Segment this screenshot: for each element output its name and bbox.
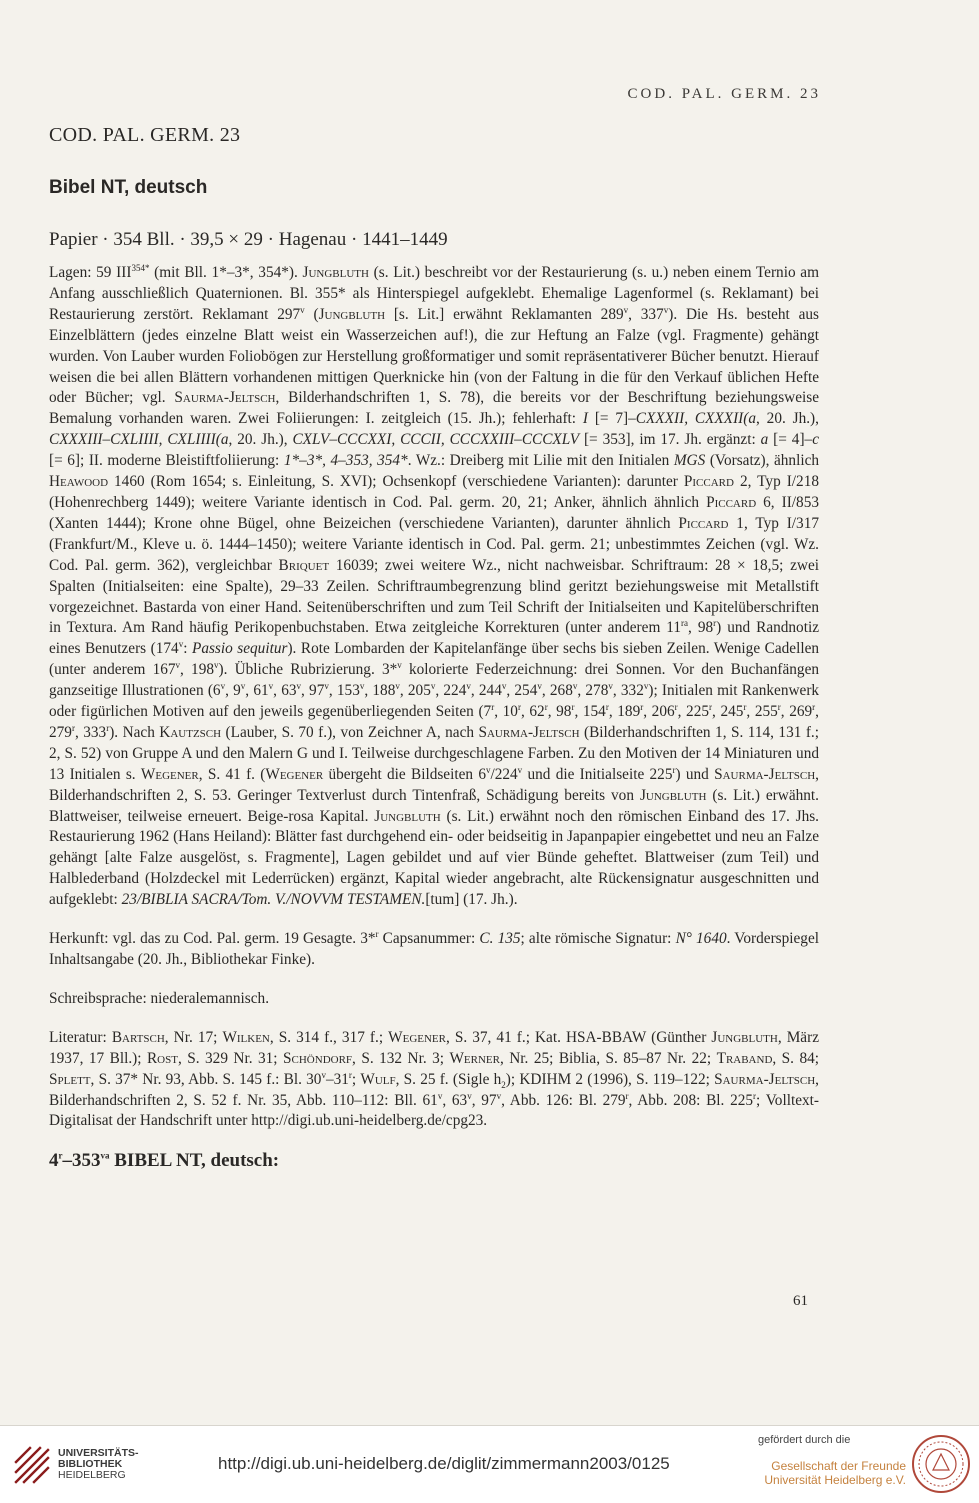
ub-heidelberg-logo-icon[interactable] (12, 1442, 52, 1486)
university-seal-icon (911, 1434, 971, 1494)
manuscript-heading: COD. PAL. GERM. 23 (49, 124, 241, 146)
catalog-entry (49, 124, 819, 1172)
library-name[interactable]: UNIVERSITÄTS- BIBLIOTHEK HEIDELBERG (58, 1447, 139, 1481)
sponsor-label: gefördert durch die (758, 1434, 851, 1446)
permalink-url[interactable]: http://digi.ub.uni-heidelberg.de/diglit/zimmermann2003/0125 (218, 1454, 670, 1473)
section-heading: $4^r-353^{va}$ BIBEL NT, deutsch: (49, 1150, 280, 1172)
running-head: COD. PAL. GERM. 23 (627, 86, 821, 102)
codicology-paragraph: Lagen: 59 $III^{354*}$ (mit Bll. 1*–3*, 354*). Jungbluth (s. Lit.) beschreibt vor der Restaurierung (s. u.) neben einem Ternio am Anfang ausschließlich Quaternionen. Bl. 355* als Hinterspiegel aufgeklebt. Ehemalige Lagenformel (s. Reklamant) bei Restaurierung zerstört. Reklamant 297$^v$ (Jungbluth [s. Lit.] erwähnt Reklamanten 289$^v$, 337$^v$). Die Hs. besteht aus Einzelblättern (jedes einzelne Blatt weist ein Wasserzeichen auf!), die zur Heftung an Falze (vgl. Fragmente) gehängt wurden. Von Lauber wurden Foliobögen zur Herstellung großformatiger und somit repräsentativerer Bücher benutzt. Hierauf weisen die bei allen Blättern vorhandenen mittigen Querknicke hin (von der Faltung in die für den Verkauf üblichen Hefte oder Bücher; vgl. Saurma-Jeltsch, Bilderhandschriften 1, S. 78), die bereits vor der Beschriftung beziehungsweise Bemalung vorhanden waren. Zwei Foliierungen: I. zeitgleich (15. Jh.); fehlerhaft: I [= 7]–CXXXII, CXXXII(a, 20. Jh.), CXXXIII–CXLIIII, CXLIIII(a, 20. Jh.), CXLV–CCCXXI, CCCII, CCCXXIII–CCCXLV [= 353], im 17. Jh. ergänzt: a [= 4]–c [= 6]; II. moderne Bleistiftfoliierung: 1*–3*, 4–353, 354*. Wz.: Dreiberg mit Lilie mit den Initialen MGS (Vorsatz), ähnlich Heawood 1460 (Rom 1654; s. Einleitung, S. XVI); Ochsenkopf (verschiedene Varianten): darunter Piccard 2, Typ I/218 (Hohenrechberg 1449); weitere Variante identisch in Cod. Pal. germ. 20, 21; Anker, ähnlich ähnlich Piccard 6, II/853 (Xanten 1444); Krone ohne Bügel, ohne Beizeichen (verschiedene Varianten), darunter ähnlich Piccard 1, Typ I/317 (Frankfurt/M., Kleve u. ö. 1444–1450); weitere Variante identisch in Cod. Pal. germ. 21; unbestimmtes Zeichen (vgl. Wz. Cod. Pal. germ. 362), vergleichbar Briquet 16039; zwei weitere Wz., nicht nachweisbar. Schriftraum: 28 × 18,5; zwei Spalten (Initialseiten: eine Spalte), 29–33 Zeilen. Schriftraumbegrenzung blind geritzt beziehungsweise mit Metallstift vorgezeichnet. Bastarda von einer Hand. Seitenüberschriften und zum Teil Schrift der Initialseiten und Kapitelüberschriften in Textura. Am Rand häufig Perikopenbuchstaben. Etwa zeitgleiche Korrekturen (unter anderem $11^{ra}$, 98$^r$) und Randnotiz eines Benutzers (174$^v$: Passio sequitur). Rote Lombarden der Kapitelanfänge über sechs bis sieben Zeilen. Wenige Cadellen (unter anderem 167$^v$, 198$^v$). Übliche Rubrizierung. 3*$^v$ kolorierte Federzeichnung: drei Sonnen. Vor den Buchanfängen ganzseitige Illustrationen (6$^v$, 9$^v$, 61$^v$, 63$^v$, 97$^v$, 153$^v$, 188$^v$, 205$^v$, 224$^v$, 244$^v$, 254$^v$, 268$^v$, 278$^v$, 332$^v$); Initialen mit Rankenwerk oder figürlichen Motiven auf den jeweils gegenüberliegenden Seiten (7$^r$, 10$^r$, 62$^r$, 98$^r$, 154$^r$, 189$^r$, 206$^r$, 225$^r$, 245$^r$, 255$^r$, 269$^r$, 279$^r$, 333$^r$). Nach Kautzsch (Lauber, S. 70 f.), von Zeichner A, nach Saurma-Jeltsch (Bilderhandschriften 1, S. 114, 131 f.; 2, S. 52) von Gruppe A und den Malern G und I. Teilweise durchgeschlagene Farben. Zu den Motiven der 14 Miniaturen und 13 Initialen s. Wegener, S. 41 f. (Wegener übergeht die Bildseiten 6$^v$/224$^v$ und die Initialseite 225$^r$) und Saurma-Jeltsch, Bilderhandschriften 2, S. 53. Geringer Textverlust durch Tintenfraß, Schädigung bereits von Jungbluth (s. Lit.) erwähnt. Blattweiser, teilweise erneuert. Beige-rosa Kapital. Jungbluth (s. Lit.) erwähnt noch den römischen Einband des 17. Jhs. Restaurierung 1962 (Hans Heiland): Blätter fast durchgehend ein- oder beidseitig in Japanpapier eingebettet und neu an Falze gehängt [alte Falze ausgelöst, s. Fragmente], Lagen gebildet und auf vier Bünde geheftet. Blattweiser (zum Teil) und Halblederband (Holzdeckel mit Lederrücken) ergänzt, Kapital wieder angebracht, alte Rückensignatur ausgeschnitten und aufgeklebt: 23/BIBLIA SACRA/Tom. V./NOVVM TESTAMEN.[tum] (17. Jh.). (49, 262, 820, 909)
physical-summary: Papier · 354 Bll. · 39,5 × 29 · Hagenau · 1441–1449 (49, 229, 448, 250)
literature-paragraph: Literatur: Bartsch, Nr. 17; Wilken, S. 314 f., 317 f.; Wegener, S. 37, 41 f.; Kat. HSA-BBAW (Günther Jungbluth, März 1937, 17 Bll.); Rost, S. 329 Nr. 31; Schöndorf, S. 132 Nr. 3; Werner, Nr. 25; Biblia, S. 85–87 Nr. 22; Traband, S. 84; Splett, S. 37* Nr. 93, Abb. S. 145 f.: Bl. 30$^v$–31$^r$; Wulf, S. 25 f. (Sigle $h_2$); KDIHM 2 (1996), S. 119–122; Saurma-Jeltsch, Bilderhandschriften 2, S. 52 f. Nr. 35, Abb. 110–112: Bll. 61$^v$, 63$^v$, 97$^v$, Abb. 126: Bl. 279$^r$, Abb. 208: Bl. 225$^r$; Volltext-Digitalisat der Handschrift unter http://digi.ub.uni-heidelberg.de/cpg23. (49, 1028, 820, 1130)
provenance-paragraph: Herkunft: vgl. das zu Cod. Pal. germ. 19 Gesagte. 3*$^r$ Capsanummer: C. 135; alte römische Signatur: N° 1640. Vorderspiegel Inhaltsangabe (20. Jh., Bibliothekar Finke). (49, 929, 819, 968)
page-number: 61 (793, 1293, 808, 1309)
sponsor-name[interactable]: Gesellschaft der Freunde Universität Heidelberg e.V. (764, 1459, 906, 1487)
footer-bar (0, 1425, 979, 1503)
work-title: Bibel NT, deutsch (49, 177, 208, 198)
language-paragraph: Schreibsprache: niederalemannisch. (49, 989, 270, 1007)
